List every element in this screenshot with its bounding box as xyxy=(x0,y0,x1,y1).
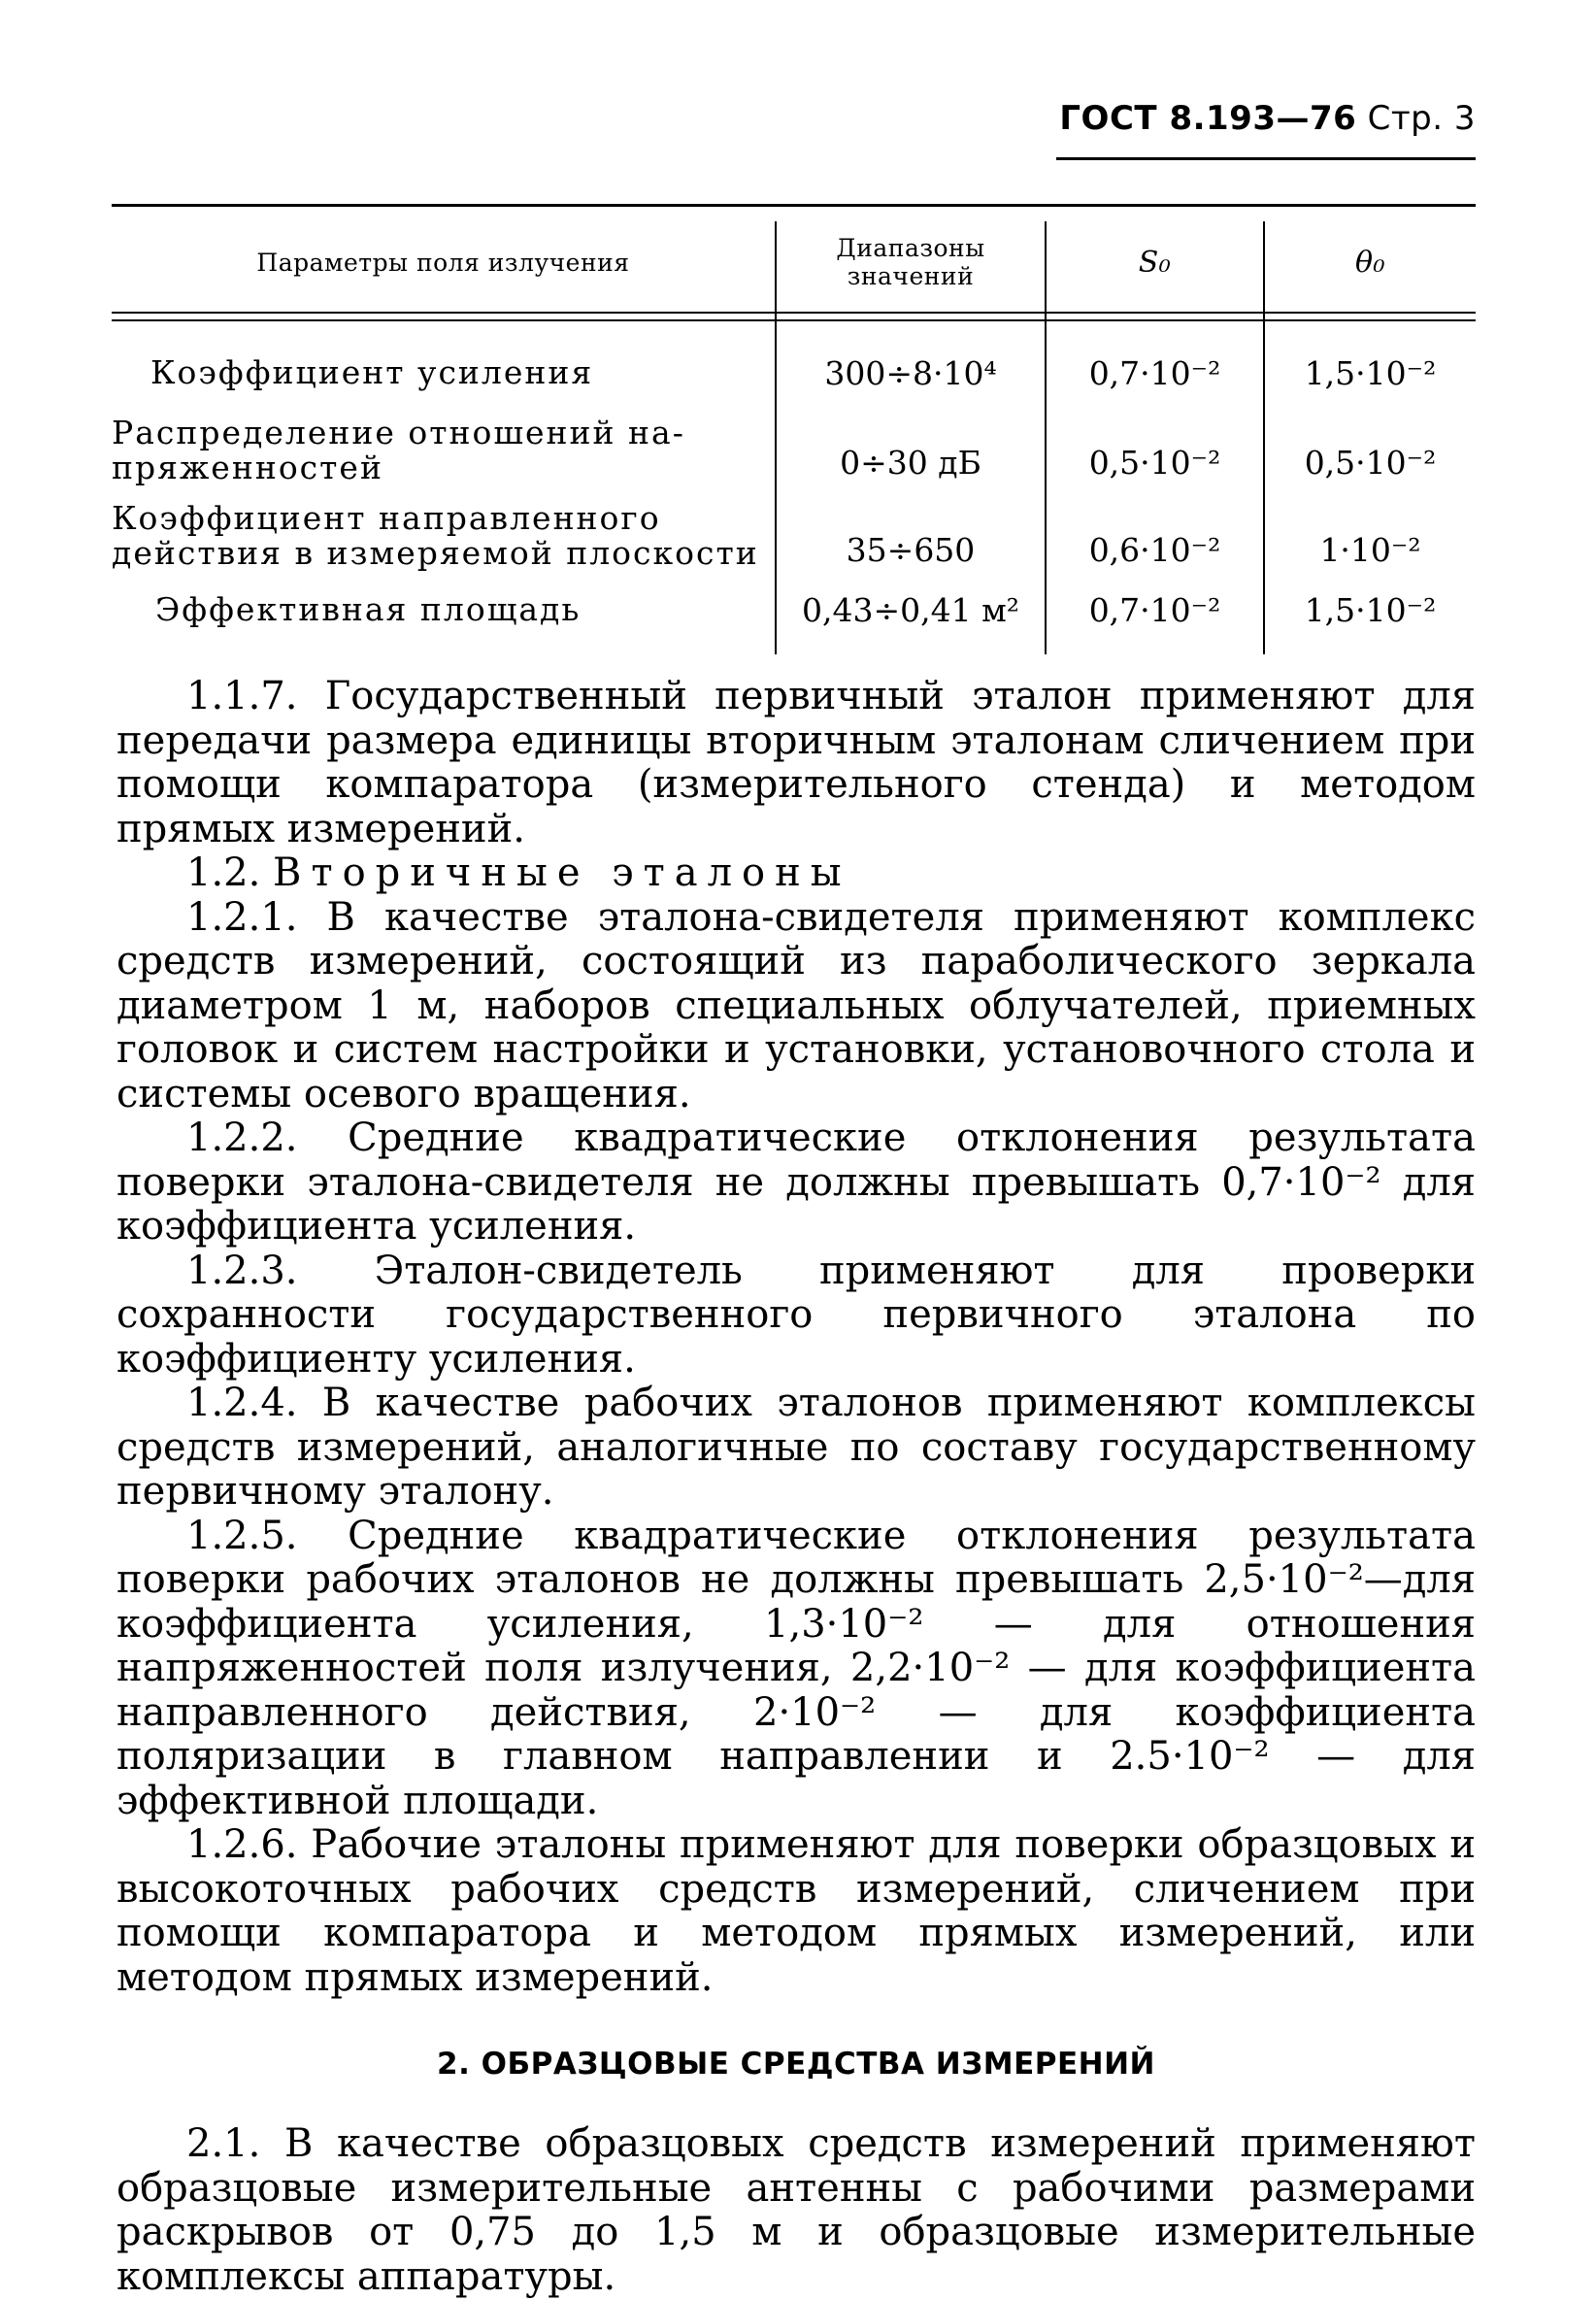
subsection-number: 1.2. xyxy=(186,850,261,895)
col-header-theta0: θ₀ xyxy=(1354,245,1386,280)
row-2-range: 0÷30 дБ xyxy=(840,443,981,482)
row-1-range: 300÷8·10⁴ xyxy=(824,353,997,392)
page-header xyxy=(1058,99,1476,138)
row-4-theta0: 1,5·10⁻² xyxy=(1304,590,1437,629)
row-1-name: Коэффициент усиления xyxy=(150,353,594,391)
col-header-parameters: Параметры поля излучения xyxy=(256,248,630,277)
paragraph-1-2-4: 1.2.4. В качестве рабочих эталонов применяют комплексы средств измерений, аналогичные по составу государственному первичному эталону. xyxy=(116,1381,1476,1514)
table-header-rule-1 xyxy=(112,312,1476,314)
parameters-table xyxy=(112,204,1476,650)
row-3-s0: 0,6·10⁻² xyxy=(1088,530,1221,569)
paragraph-1-2-5: 1.2.5. Средние квадратические отклонения результата поверки рабочих эталонов не должны превышать 2,5·10⁻²—для коэффициента усиления, 1,3·10⁻² — для отношения напряженностей поля излучения, 2,2·10⁻² — для коэффициента направленного действия, 2·10⁻² — для коэффициента поляризации в главном направлении и 2.5·10⁻² — для эффективной площади. xyxy=(116,1513,1476,1823)
header-rule xyxy=(1056,157,1476,160)
row-2-s0: 0,5·10⁻² xyxy=(1088,443,1221,482)
body-text xyxy=(116,675,1476,2299)
page-number: Стр. 3 xyxy=(1367,99,1476,138)
row-2-theta0: 0,5·10⁻² xyxy=(1304,443,1437,482)
subsection-heading-1-2 xyxy=(116,851,1476,896)
row-1-theta0: 1,5·10⁻² xyxy=(1304,353,1437,392)
row-2-name: Распределение отношений на- пряженностей xyxy=(112,414,685,486)
subsection-title: Вторичные эталоны xyxy=(273,850,851,895)
row-4-range: 0,43÷0,41 м² xyxy=(802,590,1019,629)
paragraph-1-1-7: 1.1.7. Государственный первичный эталон применяют для передачи размера единицы вторичным эталонам сличением при помощи компаратора (измерительного стенда) и методом прямых измерений. xyxy=(116,674,1476,851)
paragraph-1-2-2: 1.2.2. Средние квадратические отклонения результата поверки эталона-свидетеля не должны превышать 0,7·10⁻² для коэффициента усиления. xyxy=(116,1116,1476,1249)
section-heading-2: 2. ОБРАЗЦОВЫЕ СРЕДСТВА ИЗМЕРЕНИЙ xyxy=(437,2047,1155,2082)
paragraph-1-2-3: 1.2.3. Эталон-свидетель применяют для проверки сохранности государственного первичного эталона по коэффициенту усиления. xyxy=(116,1248,1476,1382)
col-header-ranges: Диапазоны значений xyxy=(836,234,985,290)
table-top-rule xyxy=(112,204,1476,207)
row-3-theta0: 1·10⁻² xyxy=(1319,530,1421,569)
paragraph-1-2-6: 1.2.6. Рабочие эталоны применяют для поверки образцовых и высокоточных рабочих средств измерений, сличением при помощи компаратора и методом прямых измерений, или методом прямых измерений. xyxy=(116,1822,1476,2000)
standard-number: ГОСТ 8.193—76 xyxy=(1059,99,1357,138)
paragraph-2-1: 2.1. В качестве образцовых средств измерений применяют образцовые измерительные антенны с рабочими размерами раскрывов от 0,75 до 1,5 м и образцовые измерительные комплексы аппаратуры. xyxy=(116,2121,1476,2299)
row-4-s0: 0,7·10⁻² xyxy=(1088,590,1221,629)
row-3-name: Коэффициент направленного действия в измеряемой плоскости xyxy=(112,499,759,572)
row-1-s0: 0,7·10⁻² xyxy=(1088,353,1221,392)
paragraph-1-2-1: 1.2.1. В качестве эталона-свидетеля применяют комплекс средств измерений, состоящий из параболического зеркала диаметром 1 м, наборов специальных облучателей, приемных головок и систем настройки и установки, установочного стола и системы осевого вращения. xyxy=(116,894,1476,1116)
table-header-rule-2 xyxy=(112,319,1476,321)
col-header-s0: S₀ xyxy=(1138,245,1172,280)
row-3-range: 35÷650 xyxy=(846,530,976,569)
row-4-name: Эффективная площадь xyxy=(155,590,582,628)
